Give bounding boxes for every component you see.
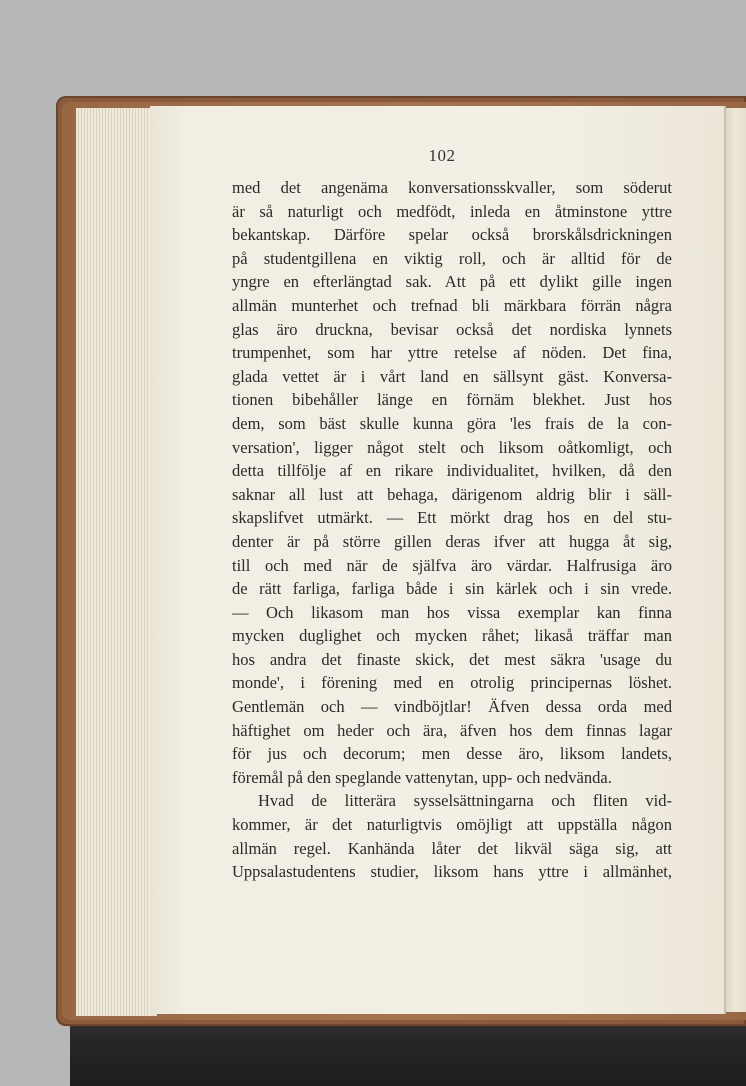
text-line: dem, som bäst skulle kunna göra 'les frais de la con- xyxy=(232,413,672,433)
text-line: trumpenhet, som har yttre retelse af nöden. Det fina, xyxy=(232,343,672,363)
text-line: de rätt farliga, farliga både i sin kärlek och i sin vrede. xyxy=(232,579,672,599)
text-line: saknar all lust att behaga, därigenom aldrig blir i säll- xyxy=(232,484,672,504)
text-line: hos andra det finaste skick, det mest säkra 'usage du xyxy=(232,649,672,669)
text-line: yngre en efterlängtad sak. Att på ett dylikt gille ingen xyxy=(232,272,672,292)
text-line: kommer, är det naturligtvis omöjligt att uppställa någon xyxy=(232,815,672,835)
text-line: mycken duglighet och mycken råhet; likaså träffar man xyxy=(232,626,672,646)
text-line: glada vettet är i vårt land en sällsynt gäst. Konversa- xyxy=(232,366,672,386)
text-line: på studentgillena en viktig roll, och är alltid för de xyxy=(232,248,672,268)
text-line: tionen bibehåller länge en förnäm blekhet. Just hos xyxy=(232,390,672,410)
text-line: Hvad de litterära sysselsättningarna och fliten vid- xyxy=(258,791,672,811)
facing-page-edge xyxy=(724,108,746,1012)
text-line: Gentlemän och — vindböjtlar! Äfven dessa orda med xyxy=(232,697,672,717)
text-line: för jus och decorum; men desse äro, liksom landets, xyxy=(232,744,672,764)
text-line: föremål på den speglande vattenytan, upp- och nedvända. xyxy=(232,767,612,787)
text-line: monde', i förening med en otrolig principernas löshet. xyxy=(232,673,672,693)
text-line: häftighet om heder och ära, äfven hos dem finnas lagar xyxy=(232,720,672,740)
text-line: denter är på större gillen deras ifver att hugga åt sig, xyxy=(232,531,672,551)
text-line: skapslifvet utmärkt. — Ett mörkt drag hos en del stu- xyxy=(232,508,672,528)
text-line: Uppsalastudentens studier, liksom hans yttre i allmänhet, xyxy=(232,862,672,882)
text-line: allmän regel. Kanhända låter det likväl säga sig, att xyxy=(232,838,672,858)
text-line: till och med när de själfva äro värdar. Halfrusiga äro xyxy=(232,555,672,575)
page-stack-edges xyxy=(76,108,157,1016)
text-line: med det angenäma konversationsskvaller, som söderut xyxy=(232,178,672,197)
text-line: detta tillfölje af en rikare individualitet, hvilken, då den xyxy=(232,461,672,481)
body-text xyxy=(232,176,672,884)
text-line: — Och likasom man hos vissa exemplar kan finna xyxy=(232,602,672,622)
text-line: glas äro druckna, bevisar också det nordiska lynnets xyxy=(232,319,672,339)
text-line: bekantskap. Därföre spelar också brorskålsdrickningen xyxy=(232,225,672,245)
page-number: 102 xyxy=(428,146,456,165)
text-line: allmän munterhet och trefnad bli märkbara förrän några xyxy=(232,295,672,315)
text-line: versation', ligger något stelt och liksom oåtkomligt, och xyxy=(232,437,672,457)
text-line: är så naturligt och medfödt, inleda en åtminstone yttre xyxy=(232,201,672,221)
